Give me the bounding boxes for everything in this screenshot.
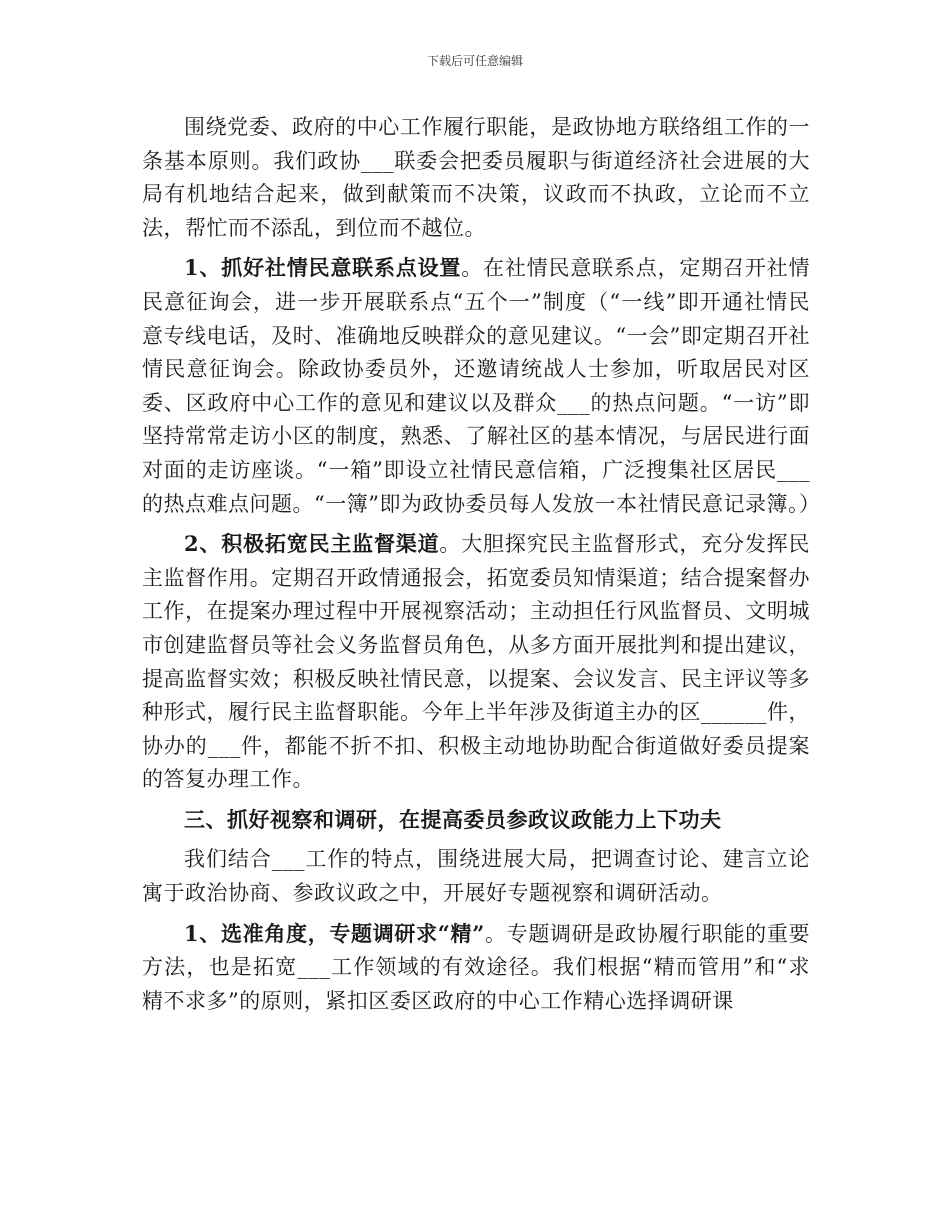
paragraph-lead: 2、积极拓宽民主监督渠道 <box>184 531 440 557</box>
paragraph <box>142 110 810 245</box>
paragraph <box>142 251 821 521</box>
paragraph-text: 。专题调研是政协履行职能的重要方法，也是拓宽___工作领域的有效途径。我们根据“精而管用”和“求精不求多”的原则，紧扣区委区政府的中心工作精心选择调研课 <box>142 921 810 1013</box>
paragraph-text: 。大胆探究民主监督形式，充分发挥民主监督作用。定期召开政情通报会，拓宽委员知情渠道；结合提案督办工作，在提案办理过程中开展视察活动；主动担任行风监督员、文明城市创建监督员等社会义务监督员角色，从多方面开展批判和提出建议，提高监督实效；积极反映社情民意，以提案、会议发言、民主评议等多种形式，履行民主监督职能。今年上半年涉及街道主办的区______件，协办的___件，都能不折不扣、积极主动地协助配合街道做好委员提案的答复办理工作。 <box>142 532 810 792</box>
paragraph-text: 围绕党委、政府的中心工作履行职能，是政协地方联络组工作的一条基本原则。我们政协___联委会把委员履职与街道经济社会进展的大局有机地结合起来，做到献策而不决策，议政而不执政，立论而不立法，帮忙而不添乱，到位而不越位。 <box>142 115 810 240</box>
paragraph-lead: 1、抓好社情民意联系点设置 <box>184 255 462 281</box>
paragraph <box>142 527 810 797</box>
document-body <box>142 110 821 1024</box>
paragraph <box>142 842 810 910</box>
paragraph-lead: 1、选准角度，专题调研求“精” <box>184 920 485 946</box>
paragraph <box>142 917 810 1019</box>
paragraph-text: 我们结合___工作的特点，围绕进展大局，把调查讨论、建言立论寓于政治协商、参政议政之中，开展好专题视察和调研活动。 <box>142 847 810 906</box>
page-header: 下载后可任意编辑 <box>426 54 523 68</box>
section-heading: 三、抓好视察和调研，在提高委员参政议政能力上下功夫 <box>184 806 722 832</box>
paragraph-text: 。在社情民意联系点，定期召开社情民意征询会，进一步开展联系点“五个一”制度（“一线”即开通社情民意专线电话，及时、准确地反映群众的意见建议。“一会”即定期召开社情民意征询会。除政协委员外，还邀请统战人士参加，听取居民对区委、区政府中心工作的意见和建议以及群众___的热点问题。“一访”即坚持常常走访小区的制度，熟悉、了解社区的基本情况，与居民进行面对面的走访座谈。“一箱”即设立社情民意信箱，广泛搜集社区居民___的热点难点问题。“一簿”即为政协委员每人发放一本社情民意记录簿。） <box>142 256 821 516</box>
